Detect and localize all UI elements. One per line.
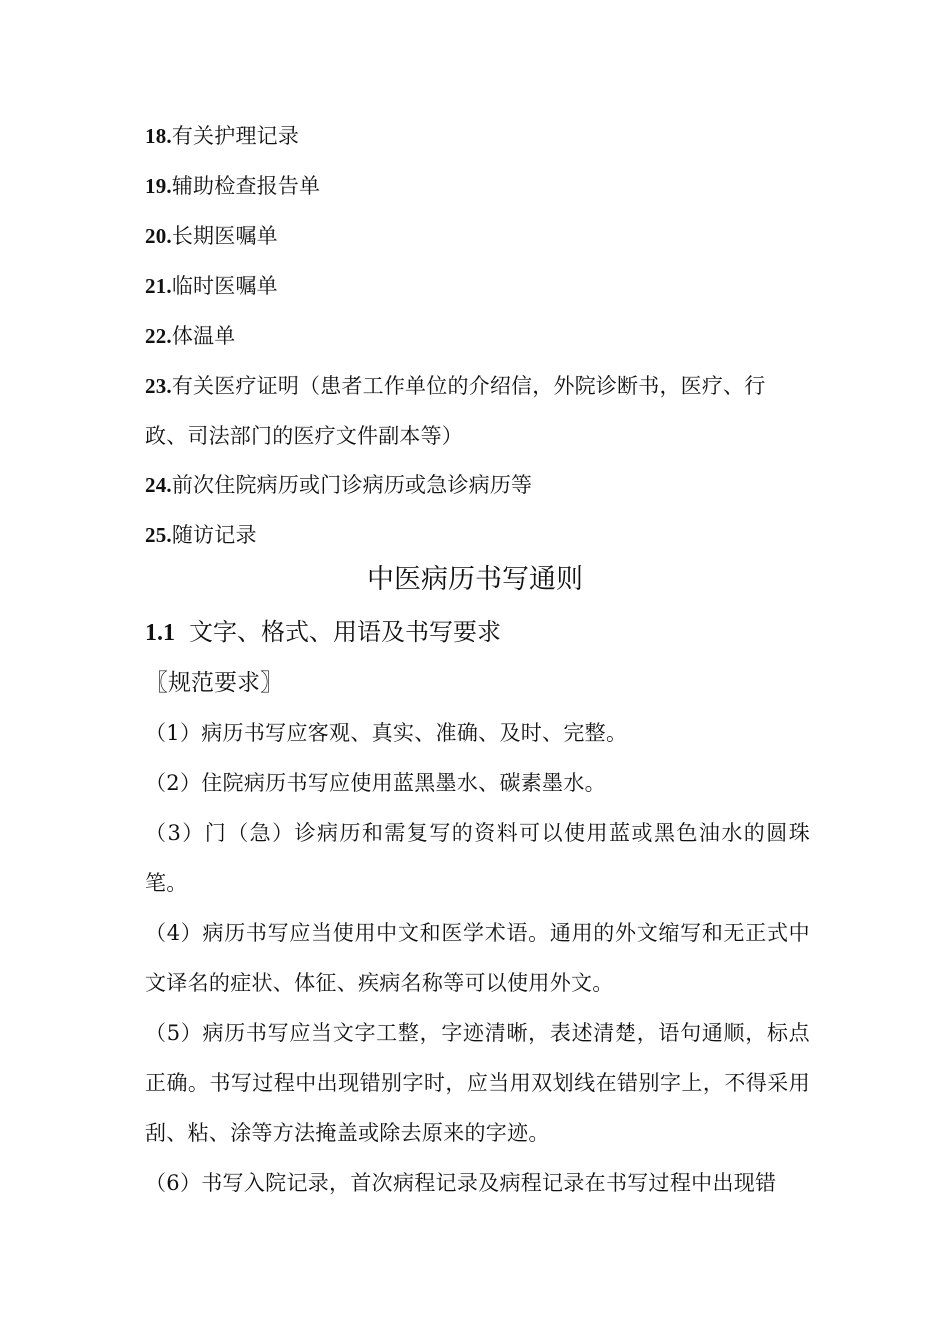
list-item: [145, 221, 825, 251]
rule-paragraph: （4）病历书写应当使用中文和医学术语。通用的外文缩写和无正式中文译名的症状、体征、疾病名称等可以使用外文。: [145, 921, 810, 995]
rule-paragraph: （1）病历书写应客观、真实、准确、及时、完整。: [145, 721, 628, 745]
list-item-text: 有关护理记录: [171, 124, 300, 148]
rule-paragraph: （3）门（急）诊病历和需复写的资料可以使用蓝或黑色油水的圆珠笔。: [145, 821, 810, 895]
subsection-number: 1.1: [145, 620, 175, 646]
section-title: 中医病历书写通则: [367, 564, 583, 595]
list-item: [145, 171, 825, 201]
list-item-number: 21.: [145, 274, 172, 298]
list-item-text: 有关医疗证明（患者工作单位的介绍信，外院诊断书，医疗、行: [171, 374, 766, 398]
list-item-text: 临时医嘱单: [171, 274, 278, 298]
rule-paragraph: （5）病历书写应当文字工整，字迹清晰，表述清楚，语句通顺，标点正确。书写过程中出现错别字时，应当用双划线在错别字上，不得采用刮、粘、涂等方法掩盖或除去原来的字迹。: [145, 1021, 810, 1145]
list-item-text: 体温单: [171, 324, 236, 348]
list-item-text: 前次住院病历或门诊病历或急诊病历等: [171, 473, 533, 497]
subsection-heading: [145, 615, 501, 650]
list-item-number: 23.: [145, 374, 172, 398]
list-item-number: 25.: [145, 523, 172, 547]
list-item: [145, 121, 825, 151]
list-item: [145, 321, 825, 351]
list-item-text: 辅助检查报告单: [171, 174, 321, 198]
list-item-number: 18.: [145, 124, 172, 148]
list-item: [145, 520, 825, 550]
list-item-number: 20.: [145, 224, 172, 248]
list-item: [145, 371, 825, 401]
list-item-text: 随访记录: [171, 523, 257, 547]
list-item: [145, 271, 825, 301]
rule-paragraph: （2）住院病历书写应使用蓝黑墨水、碳素墨水。: [145, 771, 606, 795]
subsection-text: 文字、格式、用语及书写要求: [189, 618, 501, 646]
requirement-label: 〖规范要求〗: [145, 670, 283, 696]
list-item-number: 24.: [145, 473, 172, 497]
list-item-continuation: [145, 421, 825, 451]
rule-paragraph: （6）书写入院记录，首次病程记录及病程记录在书写过程中出现错: [145, 1171, 777, 1195]
list-item-number: 19.: [145, 174, 172, 198]
list-item: [145, 470, 825, 500]
list-item-text: 长期医嘱单: [171, 224, 278, 248]
list-item-number: 22.: [145, 324, 172, 348]
list-item-text: 政、司法部门的医疗文件副本等）: [145, 424, 463, 448]
